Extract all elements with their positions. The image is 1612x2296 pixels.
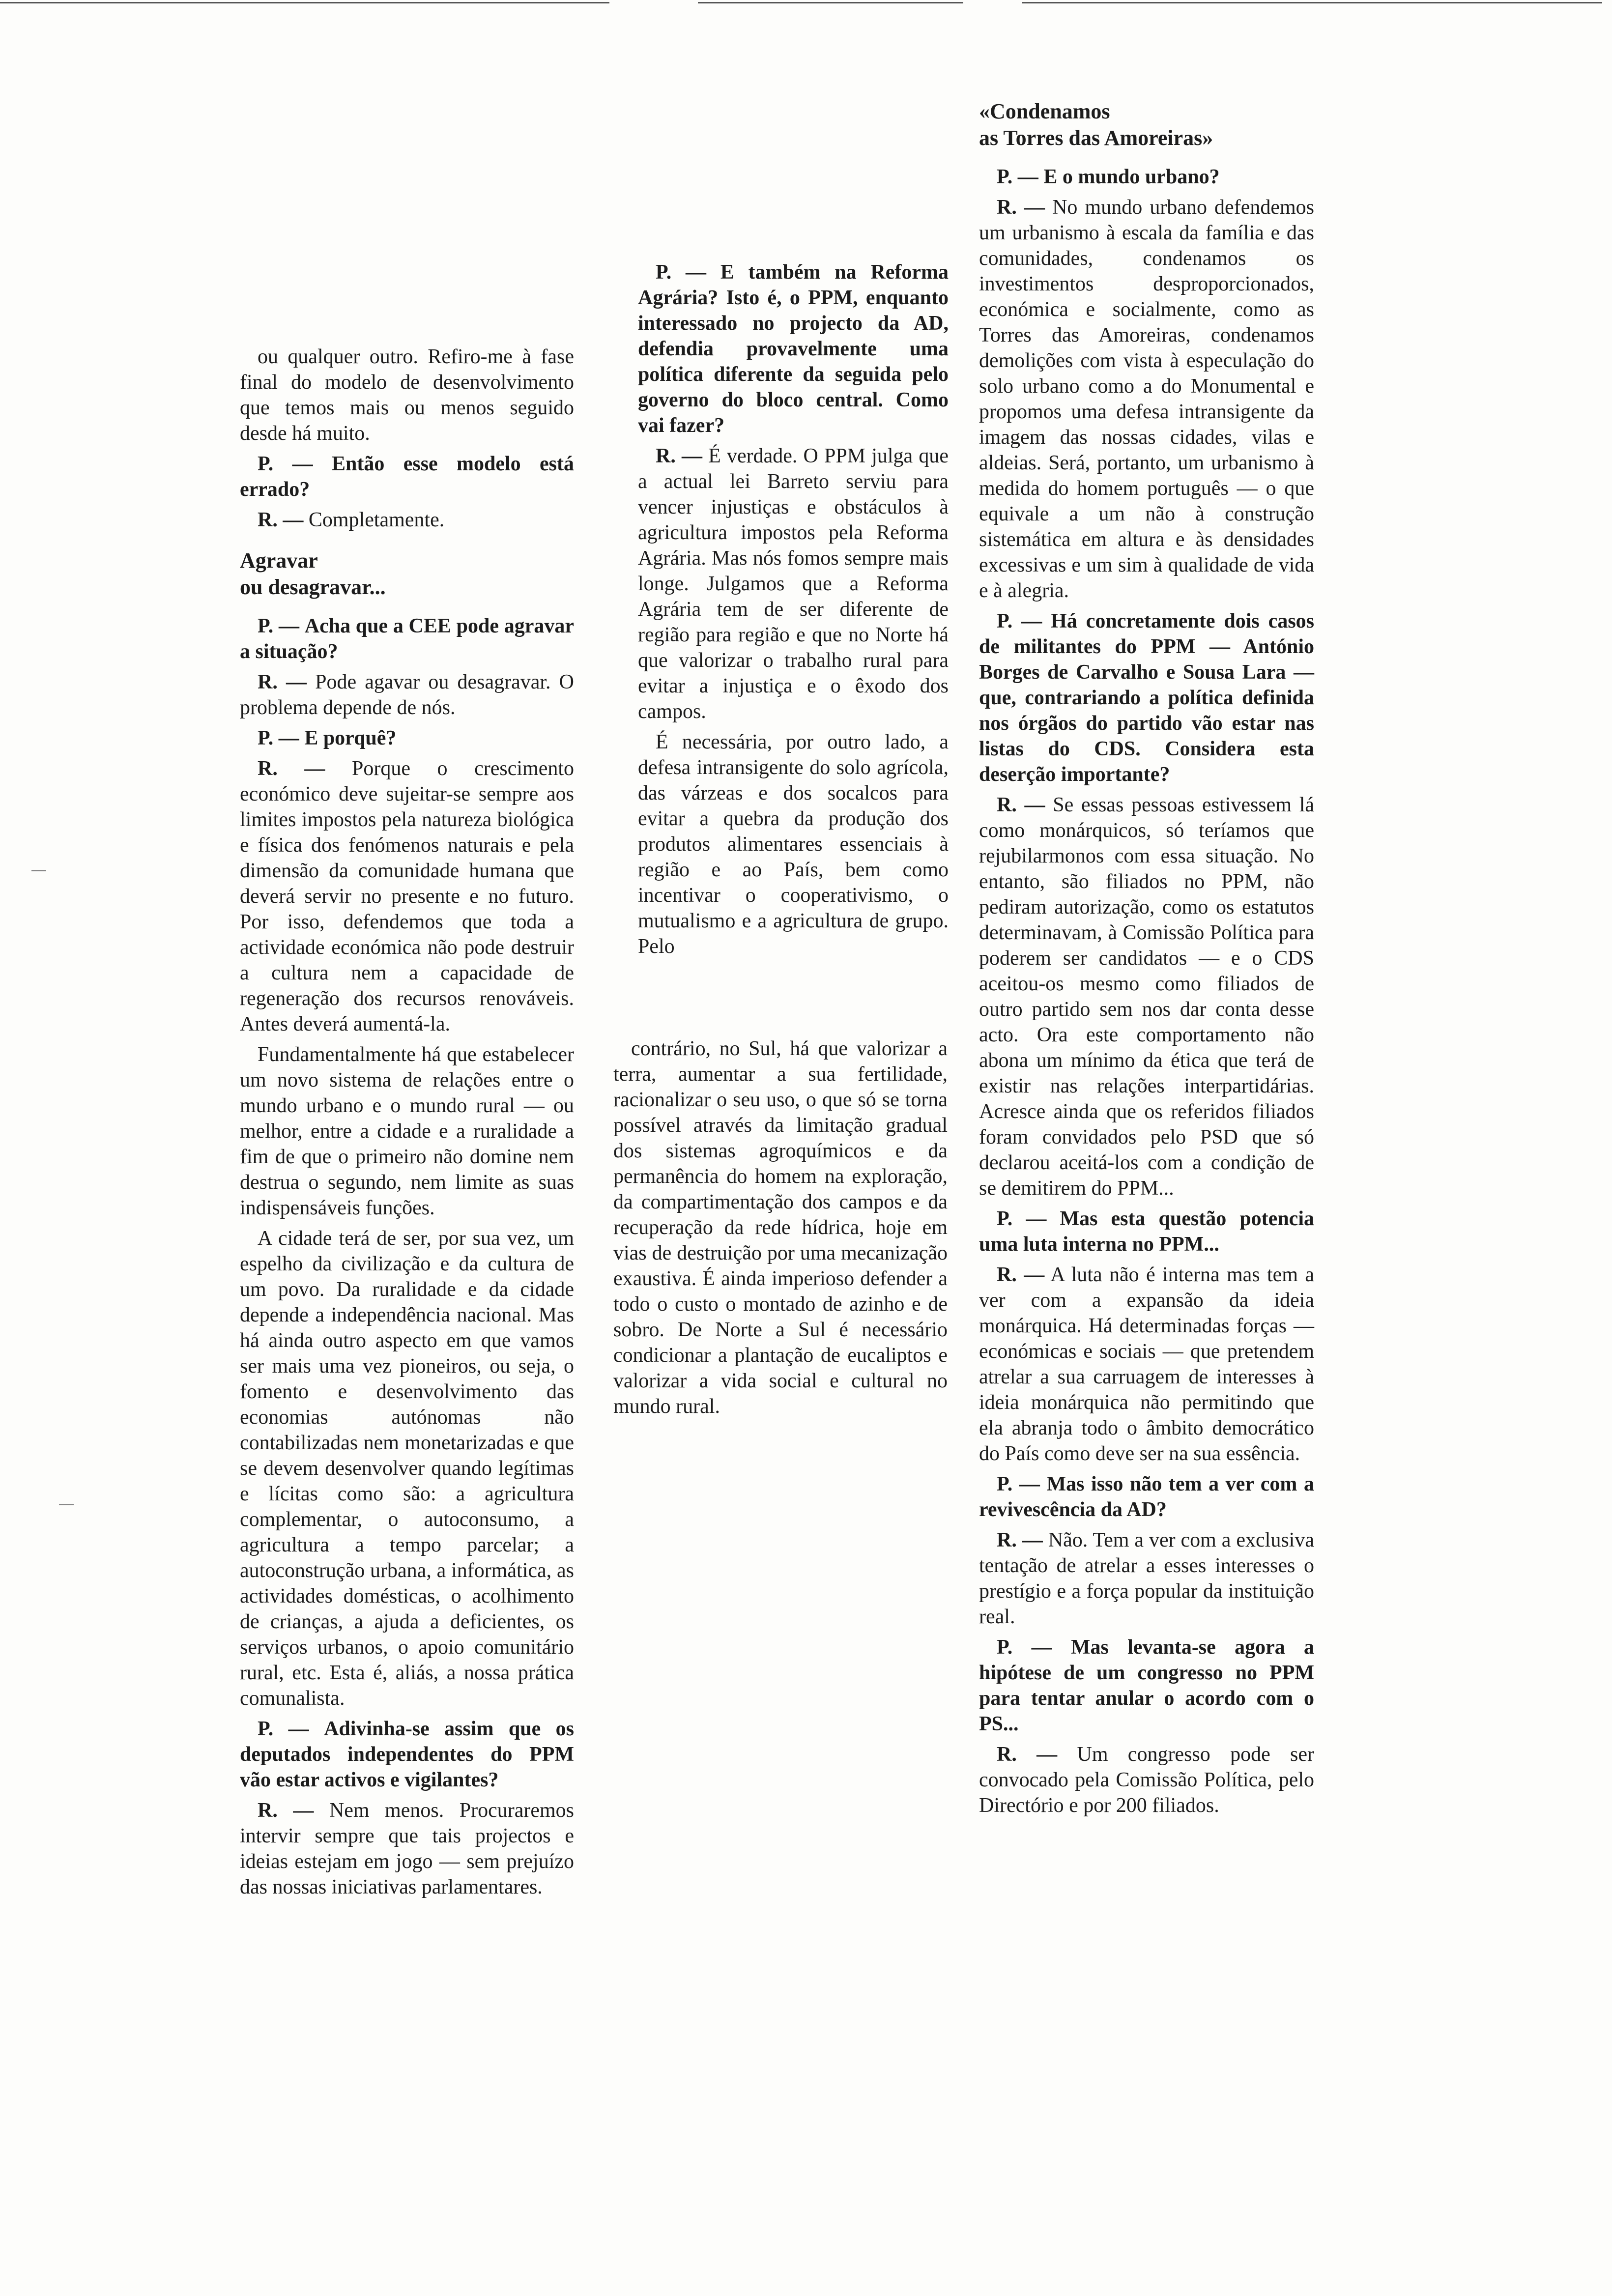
body-paragraph xyxy=(240,1042,574,1221)
paragraph-text: Acha que a CEE pode agravar a situação? xyxy=(240,615,574,663)
heading-line: as Torres das Amoreiras» xyxy=(979,126,1213,150)
question-label: P. — xyxy=(997,1636,1052,1659)
question-label: P. — xyxy=(997,166,1038,188)
answer-label: R. — xyxy=(997,1529,1043,1551)
paragraph-text: ou qualquer outro. Refiro-me à fase final do modelo de desenvolvimento que temos mais ou menos seguido desde há muito. xyxy=(240,345,574,445)
top-rule xyxy=(0,2,609,3)
body-paragraph xyxy=(613,1036,948,1419)
paragraph-text: Um congresso pode ser convocado pela Comissão Política, pelo Directório e por 200 filiados. xyxy=(979,1743,1315,1817)
body-paragraph xyxy=(240,344,574,446)
interview-answer xyxy=(979,1742,1314,1818)
interview-question xyxy=(240,1716,574,1793)
question-label: P. — xyxy=(258,453,313,475)
paragraph-text: A cidade terá de ser, por sua vez, um espelho da civilização e da cultura de um povo. Da ruralidade e da cidade depende a independência nacional. Mas há ainda outro aspecto em que vamos ser mais uma vez pioneiros, ou seja, o fomento e desenvolvimento das economias autónomas não contabilizadas nem monetarizadas e que se devem desenvolver quando legítimas e lícitas como são: a agricultura complementar, o autoconsumo, a agricultura a tempo parcelar; a autoconstrução urbana, a informática, as actividades domésticas, o acolhimento de crianças, a ajuda a deficientes, os serviços urbanos, o apoio comunitário rural, etc. Esta é, aliás, a nossa prática comunalista. xyxy=(240,1227,574,1710)
interview-question xyxy=(979,164,1314,190)
answer-label: R. — xyxy=(656,445,702,467)
interview-answer xyxy=(979,1527,1314,1630)
interview-answer xyxy=(979,792,1314,1201)
interview-question xyxy=(638,259,949,438)
body-paragraph xyxy=(240,1226,574,1711)
paragraph-text: Pode agavar ou desagravar. O problema depende de nós. xyxy=(240,671,574,719)
column-2 xyxy=(638,259,949,964)
paragraph-text: E porquê? xyxy=(304,727,397,749)
paragraph-text: Adivinha-se assim que os deputados independentes do PPM vão estar activos e vigilantes? xyxy=(240,1718,574,1791)
paragraph-text: E também na Reforma Agrária? Isto é, o PPM, enquanto interessado no projecto da AD, defendia provavelmente uma política diferente da seguida pelo governo do bloco central. Como vai fazer? xyxy=(638,261,949,437)
answer-label: R. — xyxy=(997,1743,1058,1766)
paragraph-text: Mas esta questão potencia uma luta interna no PPM... xyxy=(979,1207,1314,1256)
question-label: P. — xyxy=(997,1473,1040,1495)
interview-question xyxy=(240,451,574,502)
top-rule xyxy=(698,2,963,3)
paragraph-text: A luta não é interna mas tem a ver com a expansão da ideia monárquica. Há determinadas forças — económicas e sociais — que pretendem atrelar a sua carruagem de interesses à ideia monárquica não permitindo que ela abranja todo o âmbito democrático do País como deve ser na sua essência. xyxy=(979,1263,1314,1465)
question-label: P. — xyxy=(997,610,1042,632)
answer-label: R. — xyxy=(258,1799,314,1822)
margin-mark xyxy=(31,870,46,871)
paragraph-text: Fundamentalmente há que estabelecer um novo sistema de relações entre o mundo urbano e o mundo rural — ou melhor, entre a cidade e a ruralidade a fim de que o primeiro não domine nem destrua o segundo, nem limite as suas indispensáveis funções. xyxy=(240,1043,574,1219)
question-label: P. — xyxy=(258,727,299,749)
top-rule xyxy=(1022,2,1602,3)
heading-line: Agravar xyxy=(240,548,318,573)
heading-line: ou desagravar... xyxy=(240,575,386,599)
interview-answer xyxy=(979,195,1314,603)
interview-question xyxy=(979,1635,1314,1737)
interview-answer xyxy=(240,507,574,533)
column-3 xyxy=(979,98,1314,1823)
margin-mark xyxy=(59,1504,74,1505)
answer-label: R. — xyxy=(258,509,304,531)
question-label: P. — xyxy=(656,261,707,284)
answer-label: R. — xyxy=(258,757,325,780)
answer-label: R. — xyxy=(997,794,1045,816)
answer-label: R. — xyxy=(997,1263,1045,1286)
section-heading xyxy=(979,98,1314,151)
interview-answer xyxy=(638,443,949,724)
interview-answer xyxy=(240,756,574,1037)
section-heading xyxy=(240,547,574,601)
interview-question xyxy=(979,608,1314,787)
paragraph-text: Mas levanta-se agora a hipótese de um congresso no PPM para tentar anular o acordo com o PS... xyxy=(979,1636,1314,1735)
interview-question xyxy=(979,1471,1314,1522)
paragraph-text: Completamente. xyxy=(308,509,445,531)
paragraph-text: Porque o crescimento económico deve sujeitar-se sempre aos limites impostos pela natureza biológica e física dos fenómenos naturais e pela dimensão da comunidade humana que deverá servir no presente e no futuro. Por isso, defendemos que toda a actividade económica não pode destruir a cultura nem a capacidade de regeneração dos recursos renováveis. Antes deverá aumentá-la. xyxy=(240,757,575,1035)
paragraph-text: É necessária, por outro lado, a defesa intransigente do solo agrícola, das várzeas e dos socalcos para evitar a quebra da produção dos produtos alimentares essenciais à região e ao País, bem como incentivar o cooperativismo, o mutualismo e a agricultura de grupo. Pelo xyxy=(638,731,949,958)
paragraph-text: Se essas pessoas estivessem lá como monárquicos, só teríamos que rejubilarmonos com essa situação. No entanto, são filiados no PPM, não pediram autorização, como os estatutos determinavam, à Comissão Política para poderem ser candidatos — e o CDS aceitou-os mesmo como filiados de outro partido sem nos dar conta desse acto. Ora este comportamento não abona um mínimo da ética que terá de existir nas relações interpartidárias. Acresce ainda que os referidos filiados foram convidados pelo PSD que só declarou aceitá-los com a condição de se demitirem do PPM... xyxy=(979,794,1314,1200)
paragraph-text: contrário, no Sul, há que valorizar a terra, aumentar a sua fertilidade, racionalizar o seu uso, o que só se torna possível através da limitação gradual dos sistemas agroquímicos e da permanência do homem na exploração, da compartimentação dos campos e da recuperação da rede hídrica, hoje em vias de destruição por uma mecanização exaustiva. É ainda imperioso defender a todo o custo o montado de azinho e de sobro. De Norte a Sul é necessário condicionar a plantação de eucaliptos e valorizar a vida social e cultural no mundo rural. xyxy=(613,1037,948,1418)
answer-label: R. — xyxy=(258,671,307,693)
question-label: P. — xyxy=(258,1718,309,1740)
paragraph-text: E o mundo urbano? xyxy=(1043,166,1220,188)
paragraph-text: É verdade. O PPM julga que a actual lei Barreto serviu para vencer injustiças e obstáculos à agricultura impostos pela Reforma Agrária. Mas nós fomos sempre mais longe. Julgamos que a Reforma Agrária tem de ser diferente de região para região e que no Norte há que valorizar o trabalho rural para evitar a injustiça e o êxodo dos campos. xyxy=(638,445,949,723)
paragraph-text: Nem menos. Procuraremos intervir sempre que tais projectos e ideias estejam em jogo — sem prejuízo das nossas iniciativas parlamentares. xyxy=(240,1799,574,1898)
interview-question xyxy=(979,1206,1314,1257)
answer-label: R. — xyxy=(997,196,1045,219)
body-paragraph xyxy=(638,729,949,959)
column-2-continued xyxy=(613,1036,948,1424)
interview-answer xyxy=(979,1262,1314,1466)
paragraph-text: Mas isso não tem a ver com a revivescência da AD? xyxy=(979,1473,1314,1521)
paragraph-text: Então esse modelo está errado? xyxy=(240,453,574,501)
interview-question xyxy=(240,725,574,751)
column-1 xyxy=(240,344,574,1905)
paragraph-text: Não. Tem a ver com a exclusiva tentação de atrelar a esses interesses o prestígio e a força popular da instituição real. xyxy=(979,1529,1314,1628)
question-label: P. — xyxy=(258,615,300,637)
interview-question xyxy=(240,613,574,664)
interview-answer xyxy=(240,1798,574,1900)
paragraph-text: No mundo urbano defendemos um urbanismo à escala da família e das comunidades, condenamos os investimentos desproporcionados, económica e socialmente, como as Torres das Amoreiras, condenamos demolições com vista à especulação do solo urbano como a do Monumental e propomos uma defesa intransigente da imagem das nossas cidades, vilas e aldeias. Será, portanto, um urbanismo à medida do homem português — o que equivale a um não à construção sistemática em altura e às densidades excessivas e um sim à qualidade de vida e à alegria. xyxy=(979,196,1314,602)
paragraph-text: Há concretamente dois casos de militantes do PPM — António Borges de Carvalho e Sousa Lara — que, contrariando a política definida nos órgãos do partido vão estar nas listas do CDS. Considera esta deserção importante? xyxy=(979,610,1315,786)
interview-answer xyxy=(240,669,574,720)
question-label: P. — xyxy=(997,1207,1047,1230)
heading-line: «Condenamos xyxy=(979,99,1110,123)
